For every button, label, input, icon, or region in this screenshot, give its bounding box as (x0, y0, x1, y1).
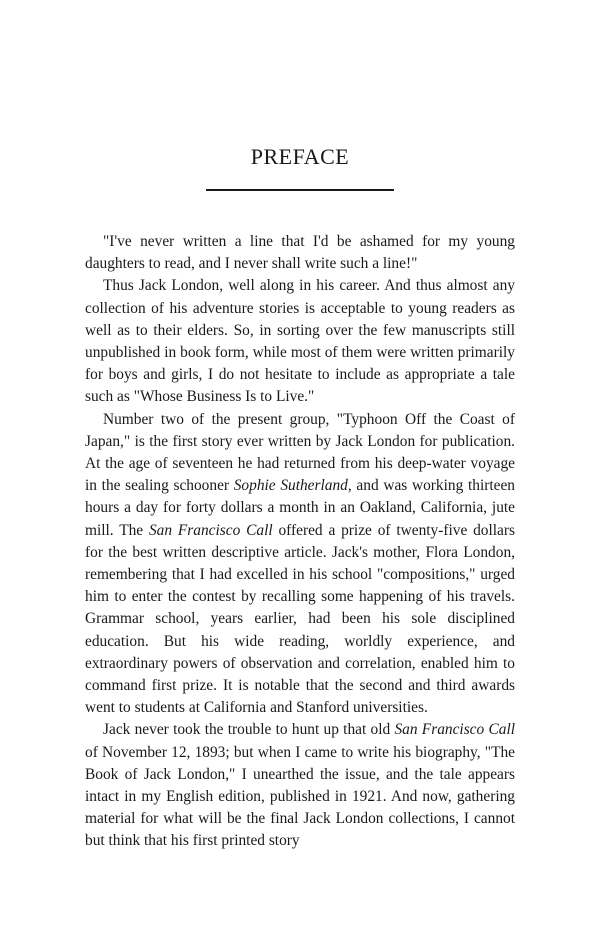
italic-newspaper-name: San Francisco Call (394, 721, 515, 739)
text-run: Number two of the present group, "Typhoon Off the Coast of Japan," is the first story ever written by Jack London for publication. At the age of seventeen he had returned from his deep-water voyage in the sealing schooner (85, 410, 515, 495)
page-title: PREFACE (250, 144, 350, 169)
text-run: offered a prize of twenty-five dollars for the best written descriptive article. Jack's mother, Flora London, remembering that I had excelled in his school "compositions," urged him to enter the contest by recalling some happening of his travels. Grammar school, years earlier, had been his sole disciplined education. But his wide reading, worldly experience, and extraordinary powers of observation and correlation, enabled him to command first prize. It is notable that the second and third awards went to students at California and Stanford universities. (85, 521, 516, 717)
italic-newspaper-name: San Francisco Call (148, 521, 273, 539)
text-run: , and was working thirteen hours a day for forty dollars a month in an Oakland, California, jute mill. The (85, 477, 515, 539)
italic-ship-name: Sophie Sutherland (233, 477, 348, 495)
text-run: Thus Jack London, well along in his career. And thus almost any collection of his adventure stories is acceptable to young readers as well as to their elders. So, in sorting over the few manuscripts still unpublished in book form, while most of them were written primarily for boys and girls, I do not hesitate to include as appropriate a tale such as "Whose Business Is to Live." (85, 277, 515, 406)
text-run: of November 12, 1893; but when I came to write his biography, "The Book of Jack London," I unearthed the issue, and the tale appears intact in my English edition, published in 1921. And now, gathering material for what will be the final Jack London collections, I cannot but think that his first printed story (85, 743, 515, 850)
text-run: Jack never took the trouble to hunt up that old (103, 721, 395, 739)
title-underline-rule (206, 189, 394, 191)
paragraph (85, 409, 515, 720)
paragraph (85, 719, 515, 852)
paragraph (85, 231, 515, 275)
text-run: "I've never written a line that I'd be ashamed for my young daughters to read, and I never shall write such a line!" (85, 233, 515, 273)
preface-body (85, 231, 515, 853)
paragraph (85, 275, 515, 408)
